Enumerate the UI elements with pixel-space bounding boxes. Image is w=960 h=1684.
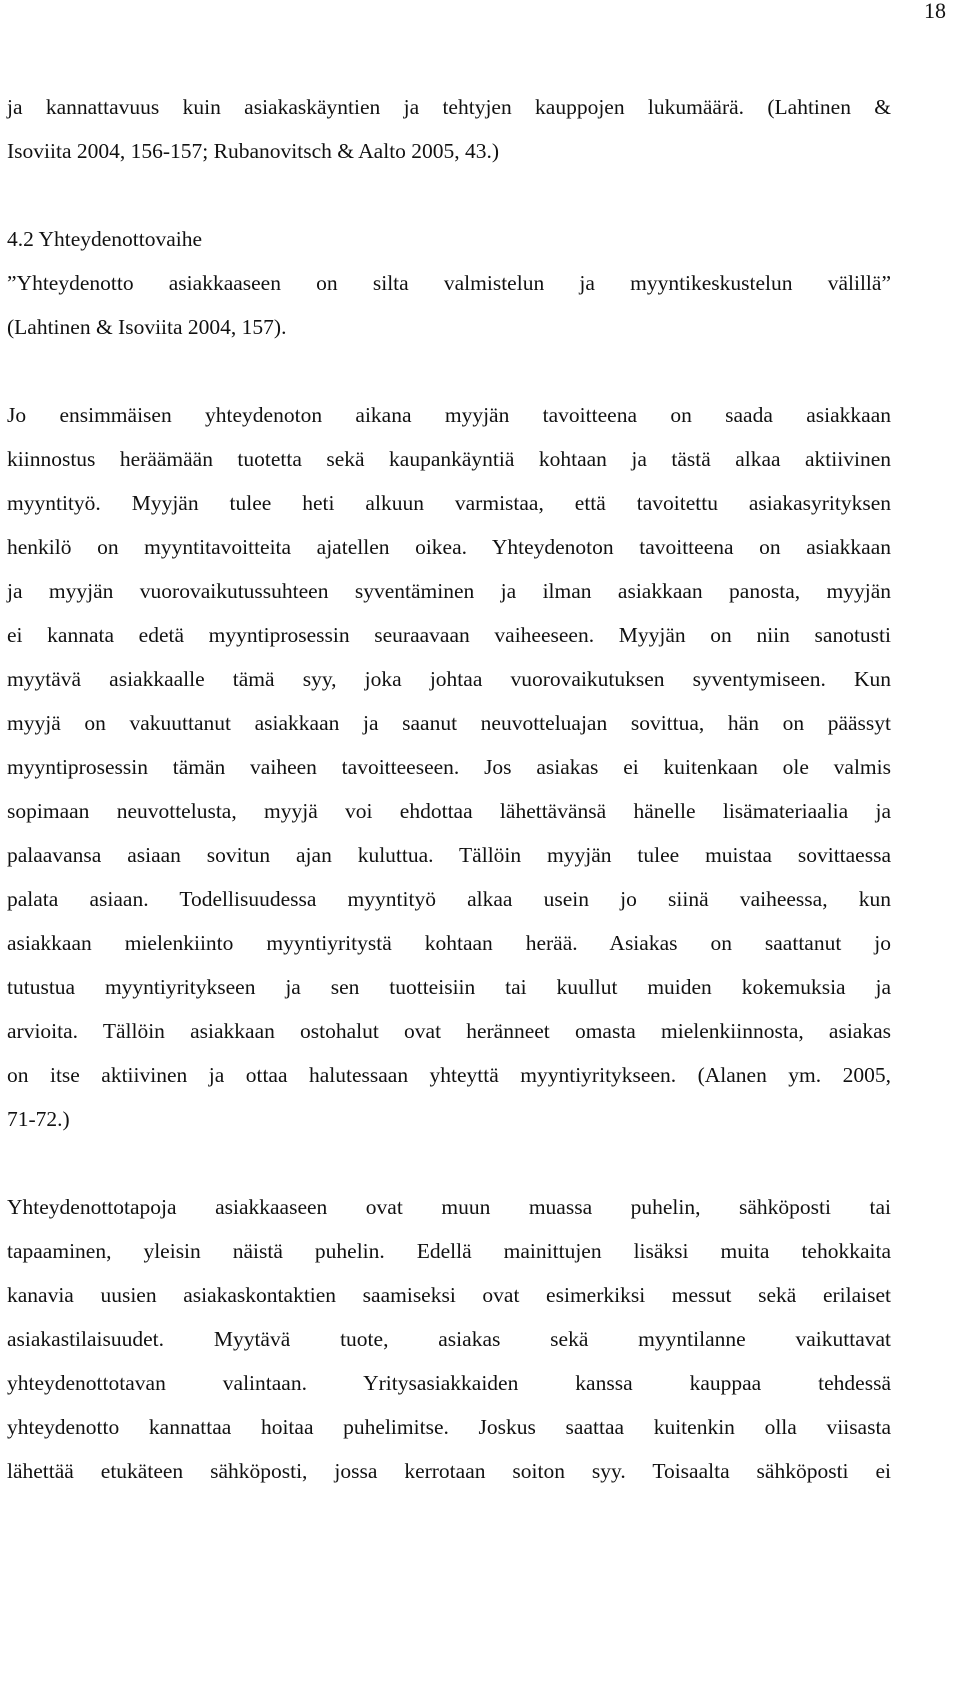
text-line: myyjä on vakuuttanut asiakkaan ja saanut neuvotteluajan sovittua, hän on päässyt <box>7 711 891 735</box>
text-line: ja myyjän vuorovaikutussuhteen syventäminen ja ilman asiakkaan panosta, myyjän <box>7 579 891 603</box>
text-line: asiakastilaisuudet. Myytävä tuote, asiakas sekä myyntilanne vaikuttavat <box>7 1327 891 1351</box>
quote-paragraph <box>7 261 891 349</box>
text-line: Yhteydenottotapoja asiakkaaseen ovat muun muassa puhelin, sähköposti tai <box>7 1195 891 1219</box>
paragraph-1 <box>7 393 891 1141</box>
text-line: sopimaan neuvottelusta, myyjä voi ehdottaa lähettävänsä hänelle lisämateriaalia ja <box>7 799 891 823</box>
text-line: ja kannattavuus kuin asiakaskäyntien ja tehtyjen kauppojen lukumäärä. (Lahtinen & <box>7 95 891 119</box>
text-line: henkilö on myyntitavoitteita ajatellen oikea. Yhteydenoton tavoitteena on asiakkaan <box>7 535 891 559</box>
text-line: lähettää etukäteen sähköposti, jossa kerrotaan soiton syy. Toisaalta sähköposti ei <box>7 1459 891 1483</box>
text-line: asiakkaan mielenkiinto myyntiyritystä kohtaan herää. Asiakas on saattanut jo <box>7 931 891 955</box>
intro-paragraph <box>7 85 891 173</box>
text-line: tapaaminen, yleisin näistä puhelin. Edellä mainittujen lisäksi muita tehokkaita <box>7 1239 891 1263</box>
section-heading: 4.2 Yhteydenottovaihe <box>7 227 203 251</box>
paragraph-2 <box>7 1185 891 1493</box>
text-line: myyntityö. Myyjän tulee heti alkuun varmistaa, että tavoitettu asiakasyrityksen <box>7 491 891 515</box>
text-line: 71-72.) <box>7 1107 70 1131</box>
text-line: palaavansa asiaan sovitun ajan kuluttua. Tällöin myyjän tulee muistaa sovittaessa <box>7 843 891 867</box>
text-line: myytävä asiakkaalle tämä syy, joka johtaa vuorovaikutuksen syventymiseen. Kun <box>7 667 891 691</box>
text-line: (Lahtinen & Isoviita 2004, 157). <box>7 315 287 339</box>
text-line: Isoviita 2004, 156-157; Rubanovitsch & Aalto 2005, 43.) <box>7 139 500 163</box>
text-line: arvioita. Tällöin asiakkaan ostohalut ovat heränneet omasta mielenkiinnosta, asiakas <box>7 1019 891 1043</box>
text-line: palata asiaan. Todellisuudessa myyntityö alkaa usein jo siinä vaiheessa, kun <box>7 887 891 911</box>
text-line: on itse aktiivinen ja ottaa halutessaan yhteyttä myyntiyritykseen. (Alanen ym. 2005, <box>7 1063 891 1087</box>
text-line: yhteydenottotavan valintaan. Yritysasiakkaiden kanssa kauppaa tehdessä <box>7 1371 891 1395</box>
text-line: Jo ensimmäisen yhteydenoton aikana myyjän tavoitteena on saada asiakkaan <box>7 403 891 427</box>
text-line: kiinnostus heräämään tuotetta sekä kaupankäyntiä kohtaan ja tästä alkaa aktiivinen <box>7 447 891 471</box>
text-line: tutustua myyntiyritykseen ja sen tuotteisiin tai kuullut muiden kokemuksia ja <box>7 975 891 999</box>
text-line: ei kannata edetä myyntiprosessin seuraavaan vaiheeseen. Myyjän on niin sanotusti <box>7 623 891 647</box>
text-line: myyntiprosessin tämän vaiheen tavoitteeseen. Jos asiakas ei kuitenkaan ole valmis <box>7 755 891 779</box>
text-line: yhteydenotto kannattaa hoitaa puhelimitse. Joskus saattaa kuitenkin olla viisasta <box>7 1415 891 1439</box>
document-body <box>7 85 891 1493</box>
text-line: ”Yhteydenotto asiakkaaseen on silta valmistelun ja myyntikeskustelun välillä” <box>7 271 891 295</box>
page-number: 18 <box>924 0 946 23</box>
text-line: kanavia uusien asiakaskontaktien saamiseksi ovat esimerkiksi messut sekä erilaiset <box>7 1283 891 1307</box>
